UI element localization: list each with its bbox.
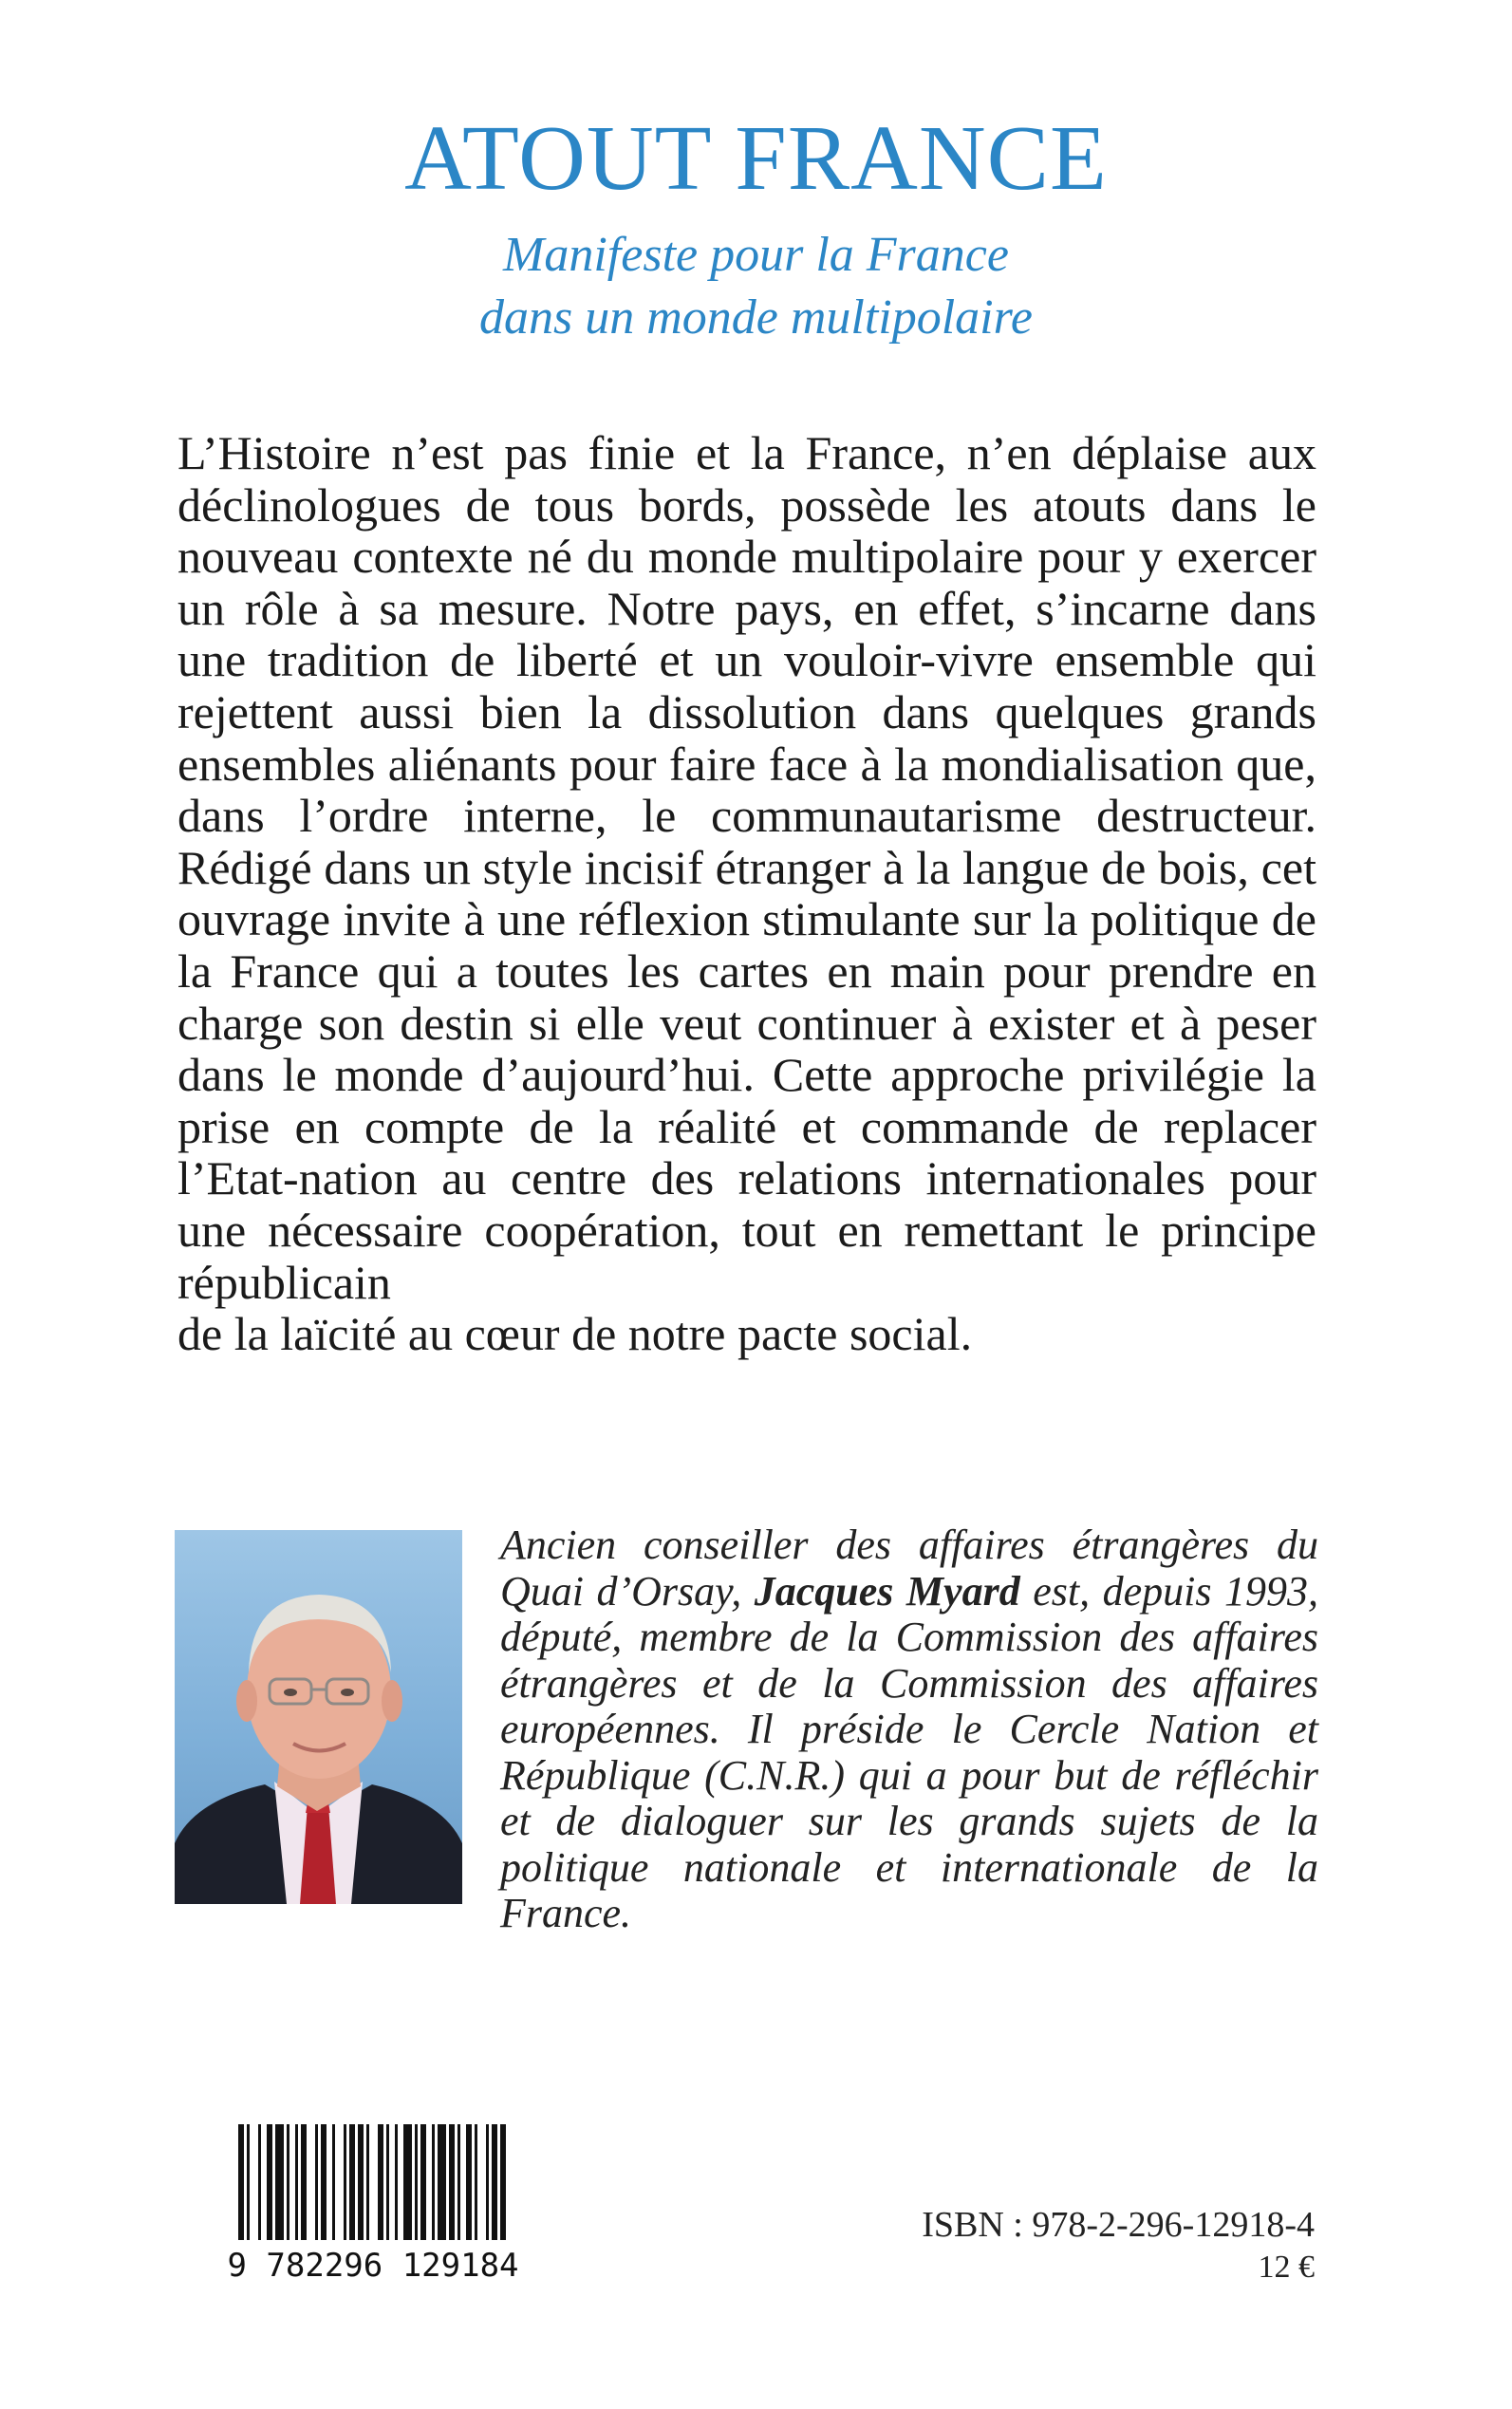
barcode-bar bbox=[321, 2124, 327, 2240]
barcode-bar bbox=[438, 2124, 446, 2240]
barcode-bar bbox=[486, 2124, 489, 2240]
barcode-bar bbox=[344, 2124, 346, 2240]
barcode-bar bbox=[315, 2124, 318, 2240]
barcode-bar bbox=[449, 2124, 455, 2240]
barcode-bar bbox=[267, 2124, 272, 2240]
barcode-bar bbox=[492, 2124, 497, 2240]
author-portrait-image bbox=[175, 1530, 462, 1904]
barcode-bar bbox=[301, 2124, 307, 2240]
barcode-bar bbox=[457, 2124, 460, 2240]
barcode-bar bbox=[395, 2124, 398, 2240]
barcode-bar bbox=[275, 2124, 284, 2240]
barcode-bar bbox=[358, 2124, 364, 2240]
barcode-bar bbox=[332, 2124, 335, 2240]
bio-text-before: Ancien conseiller des affaires étrangères du Quai d’Orsay, bbox=[500, 1522, 1318, 1615]
price-label: 12 € bbox=[1258, 2250, 1315, 2285]
barcode-bar bbox=[475, 2124, 477, 2240]
subtitle-line-2: dans un monde multipolaire bbox=[478, 290, 1034, 345]
barcode-bar bbox=[420, 2124, 426, 2240]
isbn-number: ISBN : 978-2-296-12918-4 bbox=[922, 2205, 1315, 2245]
author-bio bbox=[500, 1522, 1318, 1937]
barcode-bar bbox=[500, 2124, 506, 2240]
barcode-bar bbox=[247, 2124, 250, 2240]
author-name: Jacques Myard bbox=[754, 1567, 1020, 1615]
barcode-bar bbox=[258, 2124, 261, 2240]
blurb-last-line: de la laïcité au cœur de notre pacte social. bbox=[177, 1307, 973, 1361]
barcode-bar bbox=[349, 2124, 355, 2240]
book-subtitle bbox=[0, 224, 1512, 349]
subtitle-line-1: Manifeste pour la France bbox=[503, 228, 1009, 282]
barcode-bar bbox=[378, 2124, 383, 2240]
barcode-bar bbox=[386, 2124, 389, 2240]
barcode-bar bbox=[295, 2124, 298, 2240]
blurb-paragraph bbox=[177, 427, 1316, 1360]
barcode-bar bbox=[287, 2124, 289, 2240]
isbn-barcode bbox=[206, 2117, 540, 2282]
blurb-body: L’Histoire n’est pas finie et la France, n’en déplaise aux déclinologues de tous bords, possède les atouts dans le nouveau contexte né du monde multipolaire pour y exercer un rôle à sa mesure. Notre pays, en effet, s’incarne dans une tradition de liberté et un vouloir-vivre ensemble qui rejettent aussi bien la dissolution dans quelques grands ensembles aliénants pour faire face à la mondialisation que, dans l’ordre interne, le communautarisme destructeur. Rédigé dans un style incisif étranger à la langue de bois, cet ouvrage invite à une réflexion stimulante sur la politique de la France qui a toutes les cartes en main pour prendre en charge son destin si elle veut continuer à exister et à peser dans le monde d’aujourd’hui. Cette approche privilégie la prise en compte de la réalité et commande de replacer l’Etat-nation au centre des relations internationales pour une nécessaire coopération, tout en remettant le principe républicain bbox=[177, 426, 1316, 1309]
book-title: ATOUT FRANCE bbox=[404, 107, 1108, 210]
barcode-bar bbox=[366, 2124, 369, 2240]
barcode-graphic bbox=[206, 2117, 540, 2282]
barcode-bar bbox=[466, 2124, 472, 2240]
author-photo bbox=[175, 1530, 462, 1904]
bio-text-after: est, depuis 1993, député, membre de la Commission des affaires étrangères et de la Commission des affaires européennes. Il préside le Cercle Nation et République (C.N.R.) qui a pour but de réfléchir et de dialoguer sur les grands sujets de la politique nationale et internationale de la France. bbox=[500, 1567, 1318, 1936]
barcode-bar bbox=[403, 2124, 412, 2240]
barcode-bar bbox=[432, 2124, 435, 2240]
barcode-bar bbox=[415, 2124, 418, 2240]
barcode-bar bbox=[238, 2124, 244, 2240]
barcode-digits: 9 782296 129184 bbox=[227, 2247, 519, 2282]
